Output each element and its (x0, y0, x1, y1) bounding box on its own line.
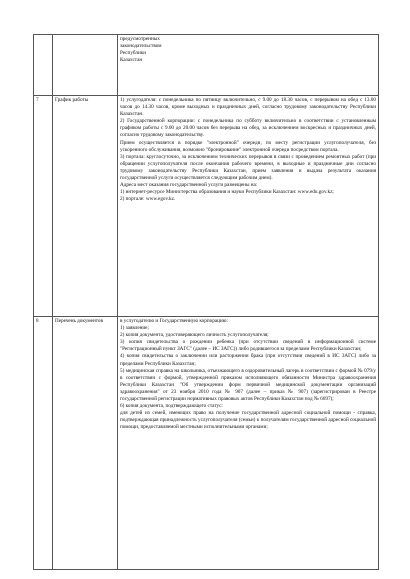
paragraph: 3) копия свидетельства о рождении ребенка (при отсутствии сведений в информационной системе "Регистрационный пункт ЗАГС" (далее – ИС ЗАГС)) либо родившегося за пределами Республики Казахстан; (120, 339, 376, 353)
table-row (34, 96, 379, 317)
row-content (118, 35, 379, 96)
row-number (34, 35, 53, 96)
paragraph: 3) портала: круглосуточно, за исключением технических перерывов в связи с проведением ремонтных работ (при обращении услугополучателя после окончания рабочего времени, в выходные и праздничные дни согласно трудовому законодательству Республики Казахстан, прием заявления и выдача результата оказания государственной услуги осуществляется следующим рабочим днем). (120, 153, 376, 182)
row-title: График работы (53, 96, 118, 317)
paragraph: 1) интернет-ресурсе Министерства образования и науки Республики Казахстан: www.edu.gov.kz; (120, 189, 334, 196)
row-content (118, 317, 379, 570)
table-row (34, 317, 379, 570)
paragraph: 1) заявление; (120, 325, 149, 332)
paragraph: 5) медицинская справка на школьника, отъезжающего в оздоровительный лагерь в соответствии с формой № 079/у в соответствии с формой, утвержденной приказом исполняющего обязанности Министра здравоохранения Республики Казахстан "Об утверждении форм первичной медицинской документации организаций здравоохранения" от 23 ноября 2010 года № 907 (далее – приказ № 907) (зарегистрирован в Реестре государственной регистрации нормативных правовых актов Республики Казахстан под № 6697); (120, 367, 376, 403)
row-title: Перечень документов (53, 317, 118, 570)
row-number: 7 (34, 96, 53, 317)
paragraph: для детей из семей, имеющих право на получение государственной адресной социальной помощи - справка, подтверждающая принадлежность услугополучателя (семьи) к получателям государственной адресной социальной помощи, предоставляемой местными исполнительными органами; (120, 410, 376, 431)
row-content (118, 96, 379, 317)
paragraph: в услугодателю и Государственную корпорацию: (120, 318, 228, 324)
table-row (34, 35, 379, 96)
services-standard-table (33, 34, 379, 570)
paragraph: Прием осуществляется в порядке "электронной" очереди, по месту регистрации услугополучателя, без ускоренного обслуживания, возможно "бронирование" электронной очереди посредством портала. (120, 139, 376, 153)
row-number: 8 (34, 317, 53, 570)
paragraph: 2) портале: www.egov.kz. (120, 196, 176, 203)
text-line: предусмотренных (120, 36, 160, 42)
paragraph: 1) услугодателя: с понедельника по пятницу включительно, с 9.00 до 18.30 часов, с перерывом на обед с 13.00 часов до 14.30 часов, кроме выходных и праздничных дней, согласно трудовому законодательству Республики Казахстан. (120, 97, 376, 118)
row-title (53, 35, 118, 96)
paragraph: 2) копия документа, удостоверяющего личность услугополучателя; (120, 332, 269, 339)
text-line: Республики (120, 50, 147, 57)
text-line: законодательством (120, 43, 162, 50)
text-line: Казахстан (120, 57, 143, 64)
paragraph: Адреса мест оказания государственной услуги размещены на: (120, 182, 258, 189)
paragraph: 6) копия документа, подтверждающего статус: (120, 403, 223, 410)
paragraph: 2) Государственной корпорации: с понедельника по субботу включительно в соответствии с установленным графиком работы с 9.00 до 20.00 часов без перерыва на обед, за исключением воскресных и праздничных дней, согласно трудовому законодательству. (120, 118, 376, 139)
paragraph: 4) копия свидетельства о заключении или расторжении брака (при отсутствии сведений в ИС ЗАГС) либо за пределами Республики Казахстан; (120, 353, 376, 367)
